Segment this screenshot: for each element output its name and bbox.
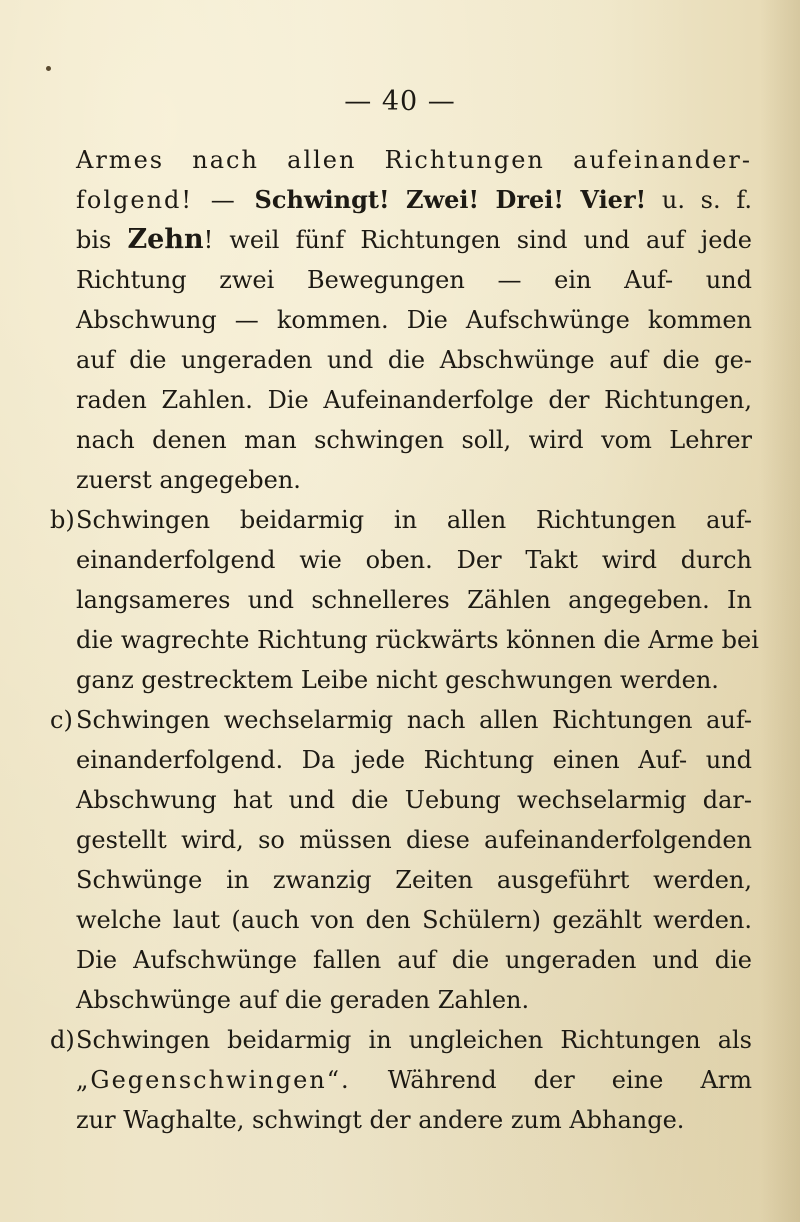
text-line: auf die ungeraden und die Abschwünge auf die ge- — [76, 346, 752, 374]
text-line: Abschwünge auf die geraden Zahlen. — [76, 986, 530, 1014]
command-emphasis: Schwingt! Zwei! Drei! Vier! — [254, 185, 647, 214]
text-line: Schwingen beidarmig in ungleichen Richtungen als — [76, 1026, 752, 1054]
text-line — [76, 180, 752, 220]
text-span: ! weil fünf Richtungen sind und auf jede — [203, 226, 753, 254]
text-line: Abschwung — kommen. Die Aufschwünge kommen — [76, 306, 752, 334]
ink-speck — [46, 66, 51, 71]
item-marker-c: c) — [50, 706, 73, 734]
item-marker-d: d) — [50, 1026, 75, 1054]
text-line: die wagrechte Richtung rückwärts können die Arme bei — [76, 626, 759, 654]
text-line: gestellt wird, so müssen diese aufeinanderfolgenden — [76, 826, 752, 854]
text-line: Richtung zwei Bewegungen — ein Auf- und — [76, 266, 752, 294]
text-line: zur Waghalte, schwingt der andere zum Abhange. — [76, 1106, 685, 1134]
text-line: Abschwung hat und die Uebung wechselarmig dar- — [76, 786, 752, 814]
text-line: Armes nach allen Richtungen aufeinander- — [76, 146, 752, 174]
text-line: zuerst angegeben. — [76, 466, 301, 494]
command-emphasis: Zehn — [127, 224, 204, 255]
text-line: ganz gestrecktem Leibe nicht geschwungen werden. — [76, 666, 719, 694]
item-marker-b: b) — [50, 506, 75, 534]
text-line: nach denen man schwingen soll, wird vom Lehrer — [76, 426, 752, 454]
text-line: Schwingen beidarmig in allen Richtungen auf- — [76, 506, 752, 534]
text-span: Während der eine Arm — [350, 1066, 752, 1094]
text-span: u. s. f. — [646, 186, 753, 214]
page-edge-shadow — [760, 0, 800, 1222]
text-span: bis — [76, 226, 128, 254]
text-line: welche laut (auch von den Schülern) gezählt werden. — [76, 906, 752, 934]
text-line: Schwünge in zwanzig Zeiten ausgeführt werden, — [76, 866, 752, 894]
text-line: raden Zahlen. Die Aufeinanderfolge der Richtungen, — [76, 386, 752, 414]
text-span: folgend! — — [76, 186, 255, 214]
text-line: langsameres und schnelleres Zählen angegeben. In — [76, 586, 752, 614]
text-line: einanderfolgend wie oben. Der Takt wird durch — [76, 546, 752, 574]
text-line — [76, 220, 752, 260]
term-emphasis: „Gegenschwingen“. — [76, 1066, 351, 1094]
page-number: — 40 — — [344, 86, 456, 117]
text-line: einanderfolgend. Da jede Richtung einen Auf- und — [76, 746, 752, 774]
text-line: Schwingen wechselarmig nach allen Richtungen auf- — [76, 706, 752, 734]
text-line — [76, 1060, 752, 1100]
text-line: Die Aufschwünge fallen auf die ungeraden und die — [76, 946, 752, 974]
